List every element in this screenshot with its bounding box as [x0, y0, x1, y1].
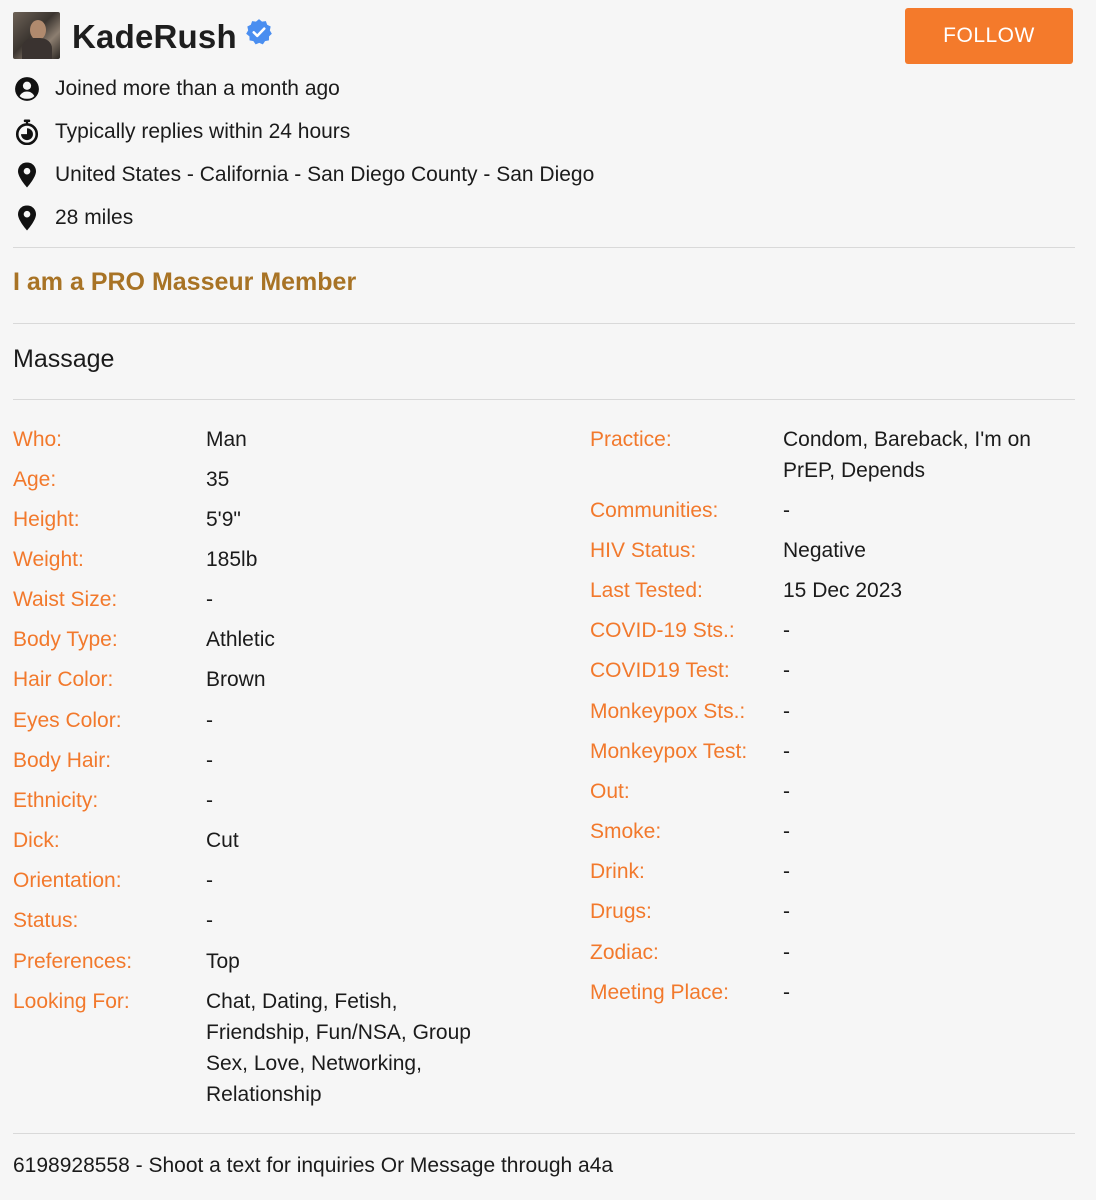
detail-label: Body Hair: — [13, 749, 112, 772]
detail-label: Practice: — [590, 428, 672, 451]
detail-value: - — [206, 749, 213, 772]
detail-value: 35 — [206, 468, 230, 491]
detail-value: Negative — [783, 539, 866, 562]
detail-label: Drugs: — [590, 900, 652, 923]
detail-value: Brown — [206, 668, 266, 691]
detail-value-line: Condom, Bareback, I'm on — [783, 428, 1031, 451]
detail-label: Communities: — [590, 499, 719, 522]
detail-label: HIV Status: — [590, 539, 697, 562]
detail-value: Cut — [206, 829, 239, 852]
replies-text: Typically replies within 24 hours — [55, 120, 351, 143]
detail-label: COVID19 Test: — [590, 659, 730, 682]
pro-member-banner: I am a PRO Masseur Member — [13, 268, 357, 296]
detail-label: COVID-19 Sts.: — [590, 619, 735, 642]
location-row — [13, 160, 594, 190]
detail-value-line: Friendship, Fun/NSA, Group — [206, 1021, 471, 1044]
location-text: United States - California - San Diego County - San Diego — [55, 163, 595, 186]
detail-value: - — [783, 619, 790, 642]
detail-value-line: Sex, Love, Networking, — [206, 1052, 422, 1075]
detail-value: - — [783, 659, 790, 682]
user-circle-icon — [13, 75, 41, 103]
detail-value: - — [206, 709, 213, 732]
detail-label: Meeting Place: — [590, 981, 729, 1004]
detail-label: Eyes Color: — [13, 709, 122, 732]
detail-value: - — [206, 789, 213, 812]
detail-label: Waist Size: — [13, 588, 118, 611]
distance-text: 28 miles — [55, 206, 134, 229]
detail-value: - — [783, 820, 790, 843]
detail-value-line: Relationship — [206, 1083, 322, 1106]
detail-label: Zodiac: — [590, 941, 659, 964]
detail-value: 185lb — [206, 548, 258, 571]
map-pin-icon — [13, 204, 41, 232]
detail-value: - — [783, 740, 790, 763]
divider — [13, 323, 1075, 324]
detail-value: - — [783, 941, 790, 964]
detail-label: Orientation: — [13, 869, 122, 892]
detail-label: Looking For: — [13, 990, 130, 1013]
detail-value: - — [206, 869, 213, 892]
replies-row — [13, 117, 350, 147]
avatar[interactable] — [13, 12, 60, 59]
distance-row — [13, 203, 133, 233]
detail-label: Who: — [13, 428, 63, 451]
joined-text: Joined more than a month ago — [55, 77, 340, 100]
avatar-face — [30, 20, 46, 40]
detail-label: Monkeypox Test: — [590, 740, 748, 763]
profile-header — [13, 12, 1075, 62]
detail-value: - — [206, 588, 213, 611]
detail-value: - — [783, 780, 790, 803]
detail-label: Weight: — [13, 548, 84, 571]
username: KadeRush — [72, 18, 237, 55]
detail-value: 5'9" — [206, 508, 241, 531]
contact-note: 6198928558 - Shoot a text for inquiries Or Message through a4a — [13, 1154, 614, 1177]
detail-value: - — [206, 909, 213, 932]
divider — [13, 1133, 1075, 1134]
joined-row — [13, 74, 340, 104]
detail-label: Out: — [590, 780, 630, 803]
detail-value: Top — [206, 950, 240, 973]
divider — [13, 247, 1075, 248]
detail-label: Last Tested: — [590, 579, 703, 602]
detail-label: Ethnicity: — [13, 789, 99, 812]
detail-value: Man — [206, 428, 247, 451]
detail-label: Age: — [13, 468, 57, 491]
detail-label: Monkeypox Sts.: — [590, 700, 746, 723]
stopwatch-icon — [13, 118, 41, 146]
detail-value: 15 Dec 2023 — [783, 579, 903, 602]
detail-value: - — [783, 700, 790, 723]
detail-value: - — [783, 860, 790, 883]
detail-value: Athletic — [206, 628, 275, 651]
detail-label: Preferences: — [13, 950, 133, 973]
detail-value-line: PrEP, Depends — [783, 459, 926, 482]
detail-value-line: Chat, Dating, Fetish, — [206, 990, 398, 1013]
detail-value: - — [783, 981, 790, 1004]
detail-value: - — [783, 499, 790, 522]
detail-label: Dick: — [13, 829, 60, 852]
detail-label: Status: — [13, 909, 79, 932]
detail-label: Height: — [13, 508, 80, 531]
divider — [13, 399, 1075, 400]
detail-label: Smoke: — [590, 820, 662, 843]
verified-check-icon — [245, 18, 273, 46]
detail-value: - — [783, 900, 790, 923]
detail-label: Hair Color: — [13, 668, 114, 691]
detail-label: Drink: — [590, 860, 645, 883]
avatar-body — [22, 38, 52, 59]
detail-label: Body Type: — [13, 628, 118, 651]
follow-button[interactable]: FOLLOW — [905, 8, 1073, 64]
map-pin-icon — [13, 161, 41, 189]
section-title: Massage — [13, 345, 115, 373]
